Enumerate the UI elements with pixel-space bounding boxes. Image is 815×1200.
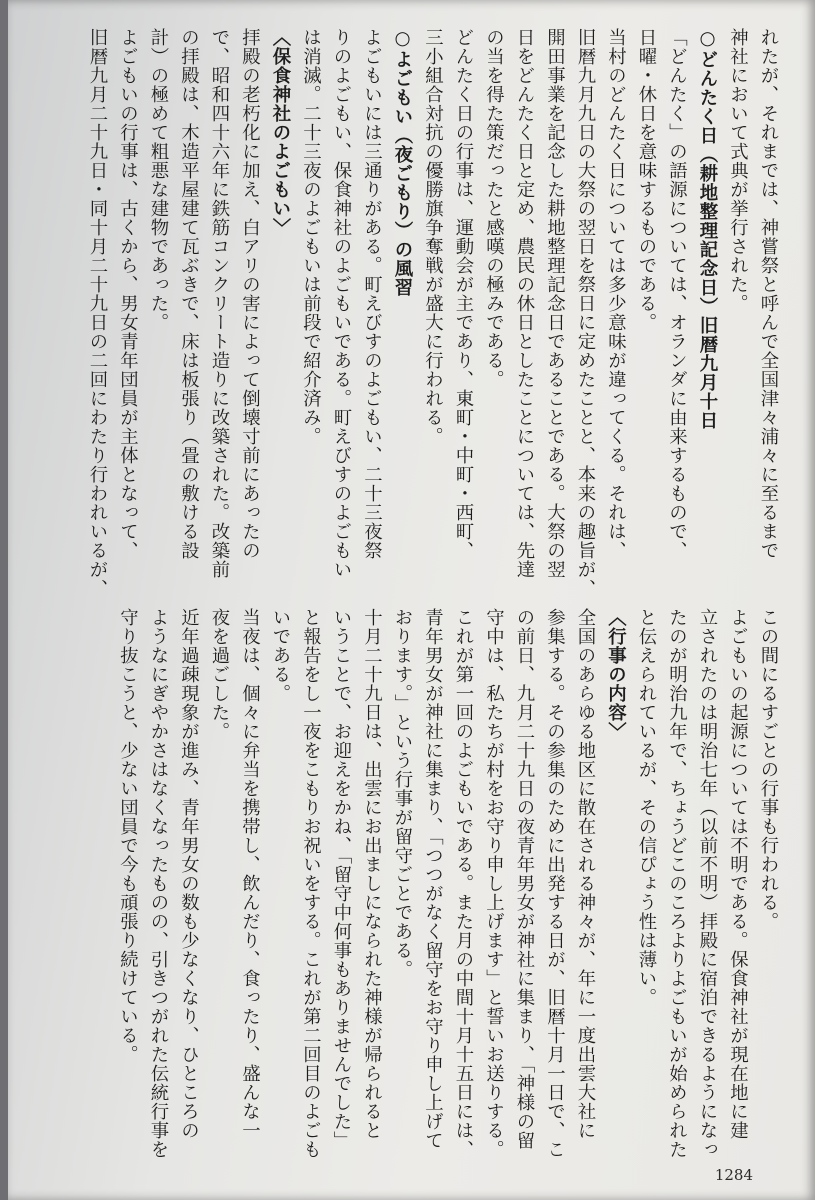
- text-line: よごもいの行事は、古くから、男女青年団員が主体となって、: [117, 28, 139, 560]
- book-page: [8, 0, 815, 1200]
- text-line: 神社において式典が挙行された。: [727, 28, 749, 313]
- text-line: 近年過疎現象が進み、青年男女の数も少なくなり、ひところの: [178, 608, 200, 1140]
- section-heading: 〈保食神社のよごもい〉: [270, 28, 291, 237]
- text-line: 日曜・休日を意味するものである。: [636, 28, 657, 332]
- text-line: の当を得た策だったと感嘆の極みである。: [483, 28, 505, 389]
- text-line: いうことで、お迎えをかね、「留守中何事もありませんでした」: [331, 608, 352, 1150]
- text-line: 三小組合対抗の優勝旗争奪戦が盛大に行われる。: [422, 28, 444, 446]
- page-number: 1284: [714, 1166, 753, 1184]
- text-line: 夜を過ごした。: [209, 608, 230, 741]
- text-line: 「どんたく」の語源については、オランダに由来するもので、: [666, 28, 688, 560]
- text-line: 立されたのは明治七年（以前不明）拝殿に宿泊できるようになっ: [697, 608, 718, 1159]
- text-line: 参集する。その参集のために出発する日が、旧暦十月一日で、こ: [544, 608, 566, 1159]
- text-line: よごもいの起源については不明である。保食神社が現在地に建: [727, 608, 749, 1140]
- text-line: いである。: [270, 608, 291, 703]
- text-line: 当村のどんたく日については多少意味が違ってくる。それは、: [605, 28, 627, 560]
- section-heading: ○どんたく日（耕地整理記念日）旧暦九月十日: [697, 28, 718, 430]
- text-line: 旧暦九月二十九日・同十月二十九日の二回にわたり行われいるが、: [87, 28, 108, 598]
- text-line: 旧暦九月九日の大祭の翌日を祭日に定めたことと、本来の趣旨が、: [575, 28, 596, 598]
- text-line: 日をどんたく日と定め、農民の休日としたことについては、先達: [514, 28, 535, 579]
- upper-text-block: [63, 28, 783, 598]
- text-line: と伝えられているが、その信ぴょう性は薄い。: [636, 608, 657, 1007]
- text-line: 開田事業を記念した耕地整理記念日であることである。大祭の翌: [544, 28, 566, 579]
- text-line: の拝殿は、木造平屋建て瓦ぶきで、床は板張り（畳の敷ける設: [178, 28, 200, 560]
- text-line: りのよごもい、保食神社のよごもいである。町えびすのよごもい: [331, 28, 352, 579]
- text-line: 全国のあらゆる地区に散在される神々が、年に一度出雲大社に: [575, 608, 596, 1140]
- text-line: 青年男女が神社に集まり、「つつがなく留守をお守り申し上げて: [422, 608, 444, 1150]
- text-line: 計）の極めて粗悪な建物であった。: [148, 28, 169, 332]
- section-heading: 〈行事の内容〉: [605, 608, 627, 741]
- text-line: おります。」という行事が留守ごとである。: [392, 608, 413, 979]
- text-line: 守中は、私たちが村をお守り申し上げます」と誓いお送りする。: [483, 608, 505, 1159]
- text-line: これが第一回のよごもいである。また月の中間十月十五日には、: [453, 608, 474, 1159]
- text-line: の前日、九月二十九日の夜青年男女が神社に集まり、「神様の留: [514, 608, 535, 1150]
- lower-text-block: [117, 608, 783, 1159]
- text-line: どんたく日の行事は、運動会が主であり、東町・中町・西町、: [453, 28, 474, 560]
- text-line: たのが明治九年で、ちょうどこのころよりよごもいが始められた: [666, 608, 688, 1159]
- text-line: は消滅。二十三夜のよごもいは前段で紹介済み。: [300, 28, 322, 446]
- text-line: 当夜は、個々に弁当を携帯し、飲んだり、食ったり、盛んな一: [239, 608, 261, 1140]
- text-line: この間にるすごとの行事も行われる。: [758, 608, 779, 931]
- text-line: れたが、それまでは、神嘗祭と呼んで全国津々浦々に至るまで: [758, 28, 779, 560]
- text-line: で、昭和四十六年に鉄筋コンクリート造りに改築された。改築前: [209, 28, 230, 579]
- section-heading: ○よごもい（夜ごもり）の風習: [392, 28, 413, 297]
- text-line: 守り抜こうと、少ない団員で今も頑張り続けている。: [117, 608, 139, 1064]
- text-line: と報告をし一夜をこもりお祝いをする。これが第二回目のよごも: [300, 608, 322, 1159]
- text-line: ようなにぎやかさはなくなったものの、引きつがれた伝統行事を: [148, 608, 169, 1159]
- text-line: よごもいには三通りがある。町えびすのよごもい、二十三夜祭: [361, 28, 383, 560]
- text-line: 十月二十九日は、出雲にお出ましになられた神様が帰られると: [361, 608, 383, 1140]
- text-line: 拝殿の老朽化に加え、白アリの害によって倒壊寸前にあったの: [239, 28, 261, 560]
